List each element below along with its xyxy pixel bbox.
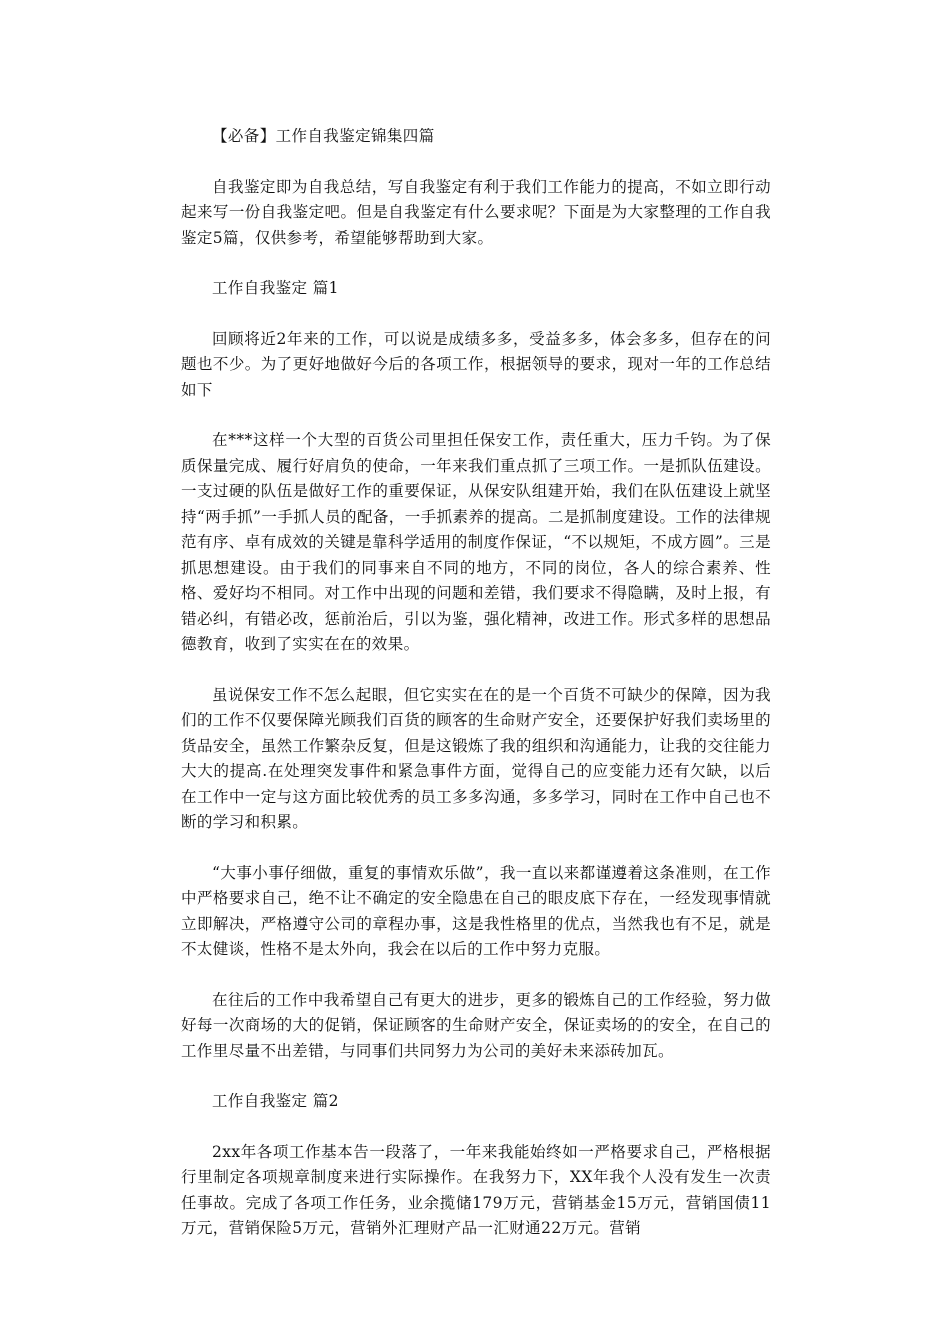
section-heading-1: 工作自我鉴定 篇1 — [212, 279, 339, 297]
paragraph: 在***这样一个大型的百货公司里担任保安工作，责任重大，压力千钧。为了保质保量完成、履行好肩负的使命，一年来我们重点抓了三项工作。一是抓队伍建设。一支过硬的队伍是做好工作的重要保证，从保安队组建开始，我们在队伍建设上就坚持“两手抓”一手抓人员的配备，一手抓素养的提高。二是抓制度建设。工作的法律规范有序、卓有成效的关键是靠科学适用的制度作保证，“不以规矩，不成方圆”。三是抓思想建设。由于我们的同事来自不同的地方，不同的岗位，各人的综合素养、性格、爱好均不相同。对工作中出现的问题和差错，我们要求不得隐瞒，及时上报，有错必纠，有错必改，惩前治后，引以为鉴，强化精神，改进工作。形式多样的思想品德教育，收到了实实在在的效果。 — [181, 431, 771, 653]
paragraph: “大事小事仔细做，重复的事情欢乐做”，我一直以来都谨遵着这条准则，在工作中严格要求自己，绝不让不确定的安全隐患在自己的眼皮底下存在，一经发现事情就立即解决，严格遵守公司的章程办事，这是我性格里的优点，当然我也有不足，就是不太健谈，性格不是太外向，我会在以后的工作中努力克服。 — [181, 863, 771, 958]
paragraph: 在往后的工作中我希望自己有更大的进步，更多的锻炼自己的工作经验，努力做好每一次商场的大的促销，保证顾客的生命财产安全，保证卖场的的安全，在自己的工作里尽量不出差错，与同事们共同努力为公司的美好未来添砖加瓦。 — [181, 990, 771, 1060]
paragraph: 回顾将近2年来的工作，可以说是成绩多多，受益多多，体会多多，但存在的问题也不少。为了更好地做好今后的各项工作，根据领导的要求，现对一年的工作总结如下 — [181, 329, 771, 399]
paragraph: 2xx年各项工作基本告一段落了，一年来我能始终如一严格要求自己，严格根据行里制定各项规章制度来进行实际操作。在我努力下，XX年我个人没有发生一次责任事故。完成了各项工作任务，业余揽储179万元，营销基金15万元，营销国债11万元，营销保险5万元，营销外汇理财产品一汇财通22万元。营销 — [181, 1142, 771, 1237]
document-page — [181, 124, 771, 1267]
intro-paragraph: 自我鉴定即为自我总结，写自我鉴定有利于我们工作能力的提高，不如立即行动起来写一份自我鉴定吧。但是自我鉴定有什么要求呢？下面是为大家整理的工作自我鉴定5篇，仅供参考，希望能够帮助到大家。 — [181, 177, 771, 247]
section-heading-2: 工作自我鉴定 篇2 — [212, 1092, 339, 1110]
document-title: 【必备】工作自我鉴定锦集四篇 — [212, 127, 435, 145]
paragraph: 虽说保安工作不怎么起眼，但它实实在在的是一个百货不可缺少的保障，因为我们的工作不仅要保障光顾我们百货的顾客的生命财产安全，还要保护好我们卖场里的货品安全，虽然工作繁杂反复，但是这锻炼了我的组织和沟通能力，让我的交往能力大大的提高.在处理突发事件和紧急事件方面，觉得自己的应变能力还有欠缺，以后在工作中一定与这方面比较优秀的员工多多沟通，多多学习，同时在工作中自己也不断的学习和积累。 — [181, 685, 771, 831]
